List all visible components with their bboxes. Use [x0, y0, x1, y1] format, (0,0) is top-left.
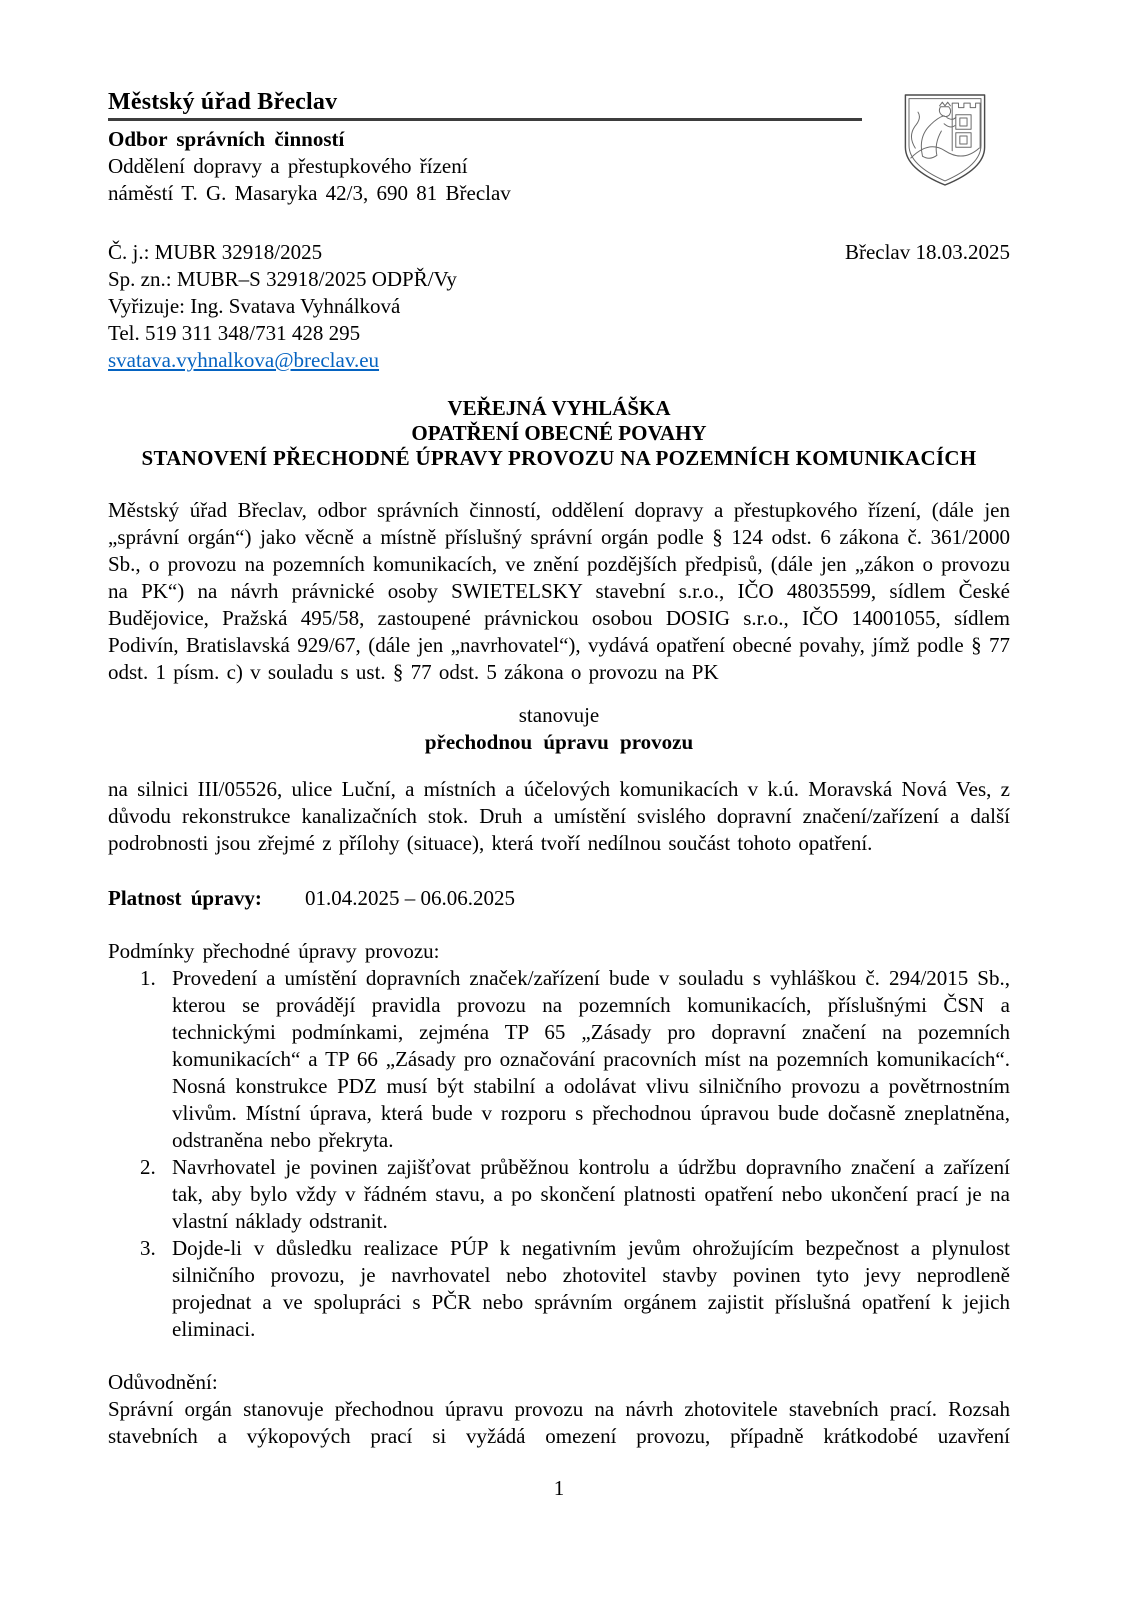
determines-word: stanovuje	[518, 703, 600, 727]
file-number: Č. j.: MUBR 32918/2025	[108, 240, 323, 264]
title-line-3: STANOVENÍ PŘECHODNÉ ÚPRAVY PROVOZU NA POZEMNÍCH KOMUNIKACÍCH	[141, 446, 977, 470]
justification-heading: Odůvodnění:	[108, 1370, 218, 1394]
scope-paragraph: na silnici III/05526, ulice Luční, a místních a účelových komunikacích v k.ú. Moravská Nová Ves, z důvodu rekonstrukce kanalizačních stok. Druh a umístění svislého dopravní značení/zařízení a další podrobnosti jsou zřejmé z přílohy (situace), která tvoří nedílnou součást tohoto opatření.	[108, 777, 1010, 855]
condition-item	[108, 965, 1010, 1154]
phone-number: Tel. 519 311 348/731 428 295	[108, 321, 361, 345]
reference-block	[108, 239, 1010, 374]
page-number: 1	[553, 1476, 565, 1500]
condition-item	[108, 1235, 1010, 1343]
condition-text: Provedení a umístění dopravních značek/zařízení bude v souladu s vyhláškou č. 294/2015 Sb., kterou se provádějí pravidla provozu na pozemních komunikacích, příslušnými ČSN a technickými podmínkami, zejména TP 65 „Zásady pro dopravní značení na pozemních komunikacích“ a TP 66 „Zásady pro označování pracovních míst na pozemních komunikacích“. Nosná konstrukce PDZ musí být stabilní a odolávat vlivu silničního provozu a povětrnostním vlivům. Místní úprava, která bude v rozporu s přechodnou úpravou bude dočasně zneplatněna, odstraněna nebo překryta.	[172, 966, 1010, 1152]
condition-number: 3.	[140, 1236, 156, 1260]
title-line-2: OPATŘENÍ OBECNÉ POVAHY	[411, 421, 707, 445]
document-title	[108, 396, 1010, 471]
validity-value: 01.04.2025 – 06.06.2025	[305, 886, 515, 910]
condition-text: Dojde-li v důsledku realizace PÚP k negativním jevům ohrožujícím bezpečnost a plynulost silničního provozu, je navrhovatel nebo zhotovitel stavby povinen tyto jevy neprodleně projednat a ve spolupráci s PČR nebo správním orgánem zajistit příslušná opatření k jejich eliminaci.	[172, 1236, 1010, 1341]
email-link[interactable]: svatava.vyhnalkova@breclav.eu	[108, 348, 380, 372]
department-name: Odbor správních činností	[108, 127, 345, 151]
intro-paragraph: Městský úřad Břeclav, odbor správních činností, oddělení dopravy a přestupkového řízení, (dále jen „správní orgán“) jako věcně a místně příslušný správní orgán podle § 124 odst. 6 zákona č. 361/2000 Sb., o provozu na pozemních komunikacích, ve znění pozdějších předpisů, (dále jen „zákon o provozu na PK“) na návrh právnické osoby SWIETELSKY stavební s.r.o., IČO 48035599, sídlem České Budějovice, Pražská 495/58, zastoupené právnickou osobou DOSIG s.r.o., IČO 14001055, sídlem Podivín, Bratislavská 929/67, (dále jen „navrhovatel“), vydává opatření obecné povahy, jímž podle § 77 odst. 1 písm. c) v souladu s ust. § 77 odst. 5 zákona o provozu na PK	[108, 498, 1010, 684]
validity-label: Platnost úpravy:	[108, 886, 262, 910]
condition-text: Navrhovatel je povinen zajišťovat průběžnou kontrolu a údržbu dopravního značení a zařízení tak, aby bylo vždy v řádném stavu, a po skončení platnosti opatření nebo ukončení prací je na vlastní náklady odstranit.	[172, 1155, 1010, 1233]
case-number: Sp. zn.: MUBR–S 32918/2025 ODPŘ/Vy	[108, 267, 457, 291]
condition-number: 1.	[140, 966, 156, 990]
condition-number: 2.	[140, 1155, 156, 1179]
handled-by: Vyřizuje: Ing. Svatava Vyhnálková	[108, 294, 401, 318]
office-name: Městský úřad Břeclav	[108, 89, 338, 115]
letterhead-rule	[108, 88, 862, 121]
validity-row	[108, 885, 1010, 912]
place-and-date: Břeclav 18.03.2025	[844, 240, 1010, 264]
document-content	[108, 88, 1010, 1450]
office-address: náměstí T. G. Masaryka 42/3, 690 81 Břeclav	[108, 181, 511, 205]
conditions-heading: Podmínky přechodné úpravy provozu:	[108, 939, 440, 963]
unit-name: Oddělení dopravy a přestupkového řízení	[108, 154, 468, 178]
determines-object: přechodnou úpravu provozu	[424, 730, 694, 754]
condition-item	[108, 1154, 1010, 1235]
title-line-1: VEŘEJNÁ VYHLÁŠKA	[447, 396, 671, 420]
justification-paragraph: Správní orgán stanovuje přechodnou úpravu provozu na návrh zhotovitele stavebních prací. Rozsah stavebních a výkopových prací si vyžádá omezení provozu, případně krátkodobé uzavření	[108, 1397, 1010, 1448]
